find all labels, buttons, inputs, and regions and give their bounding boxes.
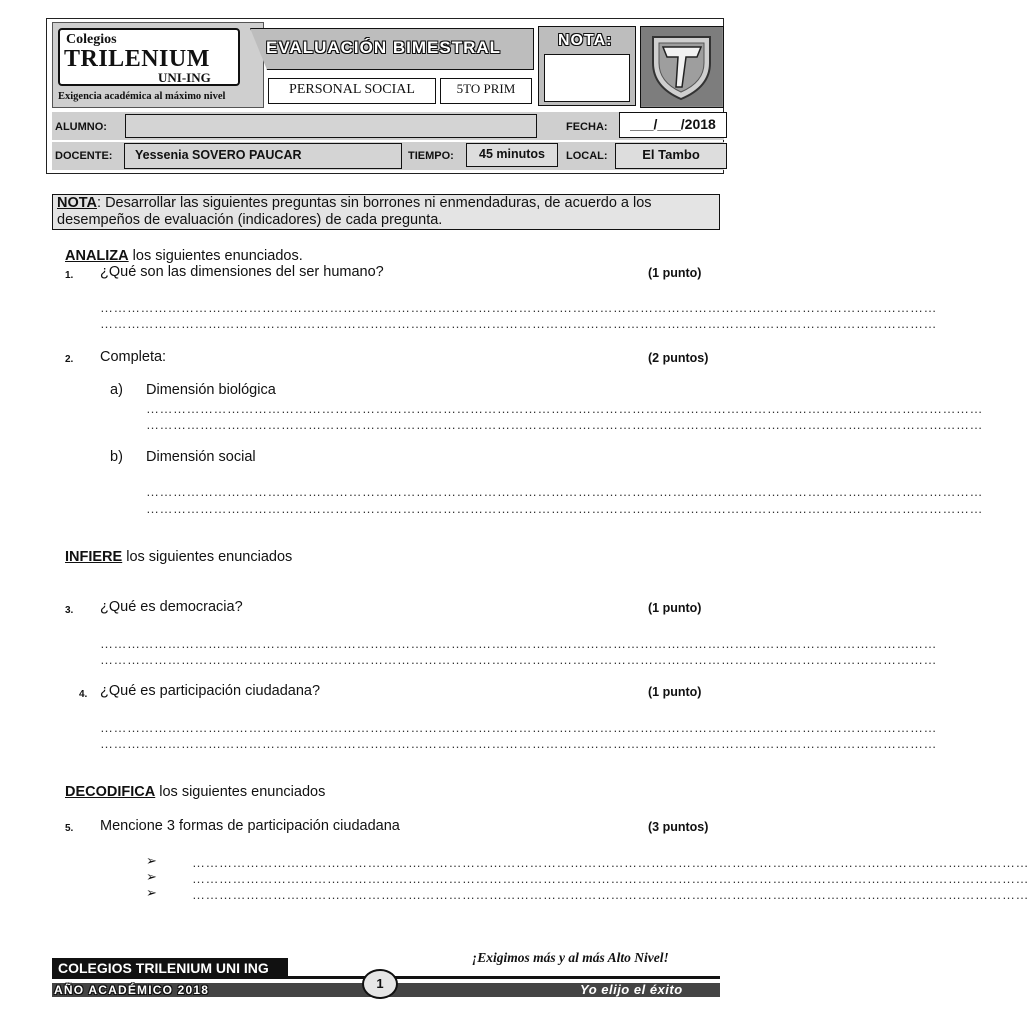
question-number: 1. <box>65 270 74 281</box>
grade-box: 5TO PRIM <box>440 78 532 104</box>
nota-label: NOTA: <box>558 32 613 49</box>
exam-title: EVALUACIÓN BIMESTRAL <box>266 38 502 57</box>
logo-subtitle: UNI-ING <box>158 70 211 85</box>
section-infiere-heading <box>65 549 292 565</box>
question-text: Mencione 3 formas de participación ciudadana <box>100 818 400 834</box>
answer-line[interactable]: …………………………………………………………………………………………………………………………………………………………………… <box>192 855 1029 870</box>
question-points: (1 punto) <box>648 685 702 699</box>
section-text: los siguientes enunciados <box>155 784 326 800</box>
shield-logo <box>640 26 724 108</box>
docente-field[interactable]: Yessenia SOVERO PAUCAR <box>124 143 402 169</box>
question-points: (3 puntos) <box>648 820 709 834</box>
arrow-bullet-icon: ➢ <box>146 853 157 868</box>
fecha-field[interactable]: ___/___/2018 <box>619 112 727 138</box>
footer-motto: ¡Exigimos más y al más Alto Nivel! <box>472 950 669 965</box>
tiempo-label: TIEMPO: <box>408 150 454 162</box>
section-analiza-heading <box>65 248 303 264</box>
answer-line[interactable]: …………………………………………………………………………………………………………………………………………………………………… <box>100 316 937 331</box>
logo-school-name: TRILENIUM <box>64 46 210 72</box>
subitem-text: Dimensión biológica <box>146 382 276 398</box>
answer-line[interactable]: …………………………………………………………………………………………………………………………………………………………………… <box>146 417 983 432</box>
footer-year: AÑO ACADÉMICO 2018 <box>54 983 210 997</box>
answer-line[interactable]: …………………………………………………………………………………………………………………………………………………………………… <box>192 887 1029 902</box>
answer-line[interactable]: …………………………………………………………………………………………………………………………………………………………………… <box>192 871 1029 886</box>
section-keyword: DECODIFICA <box>65 784 156 800</box>
footer-slogan: Yo elijo el éxito <box>580 982 683 997</box>
subject-box: PERSONAL SOCIAL <box>268 78 436 104</box>
question-text: Completa: <box>100 349 167 365</box>
question-number: 2. <box>65 354 74 365</box>
logo-colegios-text: Colegios <box>66 32 117 47</box>
shield-icon <box>641 27 722 106</box>
fecha-label: FECHA: <box>566 121 608 133</box>
answer-line[interactable]: …………………………………………………………………………………………………………………………………………………………………… <box>100 720 937 735</box>
answer-line[interactable]: …………………………………………………………………………………………………………………………………………………………………… <box>146 401 983 416</box>
school-motto: Exigencia académica al máximo nivel <box>58 91 226 102</box>
arrow-bullet-icon: ➢ <box>146 885 157 900</box>
subitem-letter: a) <box>110 382 123 398</box>
section-decodifica-heading <box>65 784 325 800</box>
question-number: 3. <box>65 605 74 616</box>
question-points: (2 puntos) <box>648 351 709 365</box>
question-text: ¿Qué son las dimensiones del ser humano? <box>100 264 384 280</box>
arrow-bullet-icon: ➢ <box>146 869 157 884</box>
answer-line[interactable]: …………………………………………………………………………………………………………………………………………………………………… <box>100 636 937 651</box>
note-text: : Desarrollar las siguientes preguntas sin borrones ni enmendaduras, de acuerdo a los desempeños de evaluación (indicadores) de cada pregunta. <box>57 195 652 228</box>
section-text: los siguientes enunciados <box>122 549 293 565</box>
section-text: los siguientes enunciados. <box>128 248 303 264</box>
answer-line[interactable]: …………………………………………………………………………………………………………………………………………………………………… <box>146 484 983 499</box>
question-text: ¿Qué es democracia? <box>100 599 243 615</box>
alumno-label: ALUMNO: <box>55 121 107 133</box>
page-number: 1 <box>362 969 398 999</box>
section-keyword: ANALIZA <box>65 248 129 264</box>
section-keyword: INFIERE <box>65 549 123 565</box>
question-points: (1 punto) <box>648 266 702 280</box>
local-label: LOCAL: <box>566 150 608 162</box>
question-number: 4. <box>79 689 88 700</box>
answer-line[interactable]: …………………………………………………………………………………………………………………………………………………………………… <box>100 300 937 315</box>
subitem-letter: b) <box>110 449 123 465</box>
local-field[interactable]: El Tambo <box>615 143 727 169</box>
docente-label: DOCENTE: <box>55 150 113 162</box>
answer-line[interactable]: …………………………………………………………………………………………………………………………………………………………………… <box>146 501 983 516</box>
footer-school-name: COLEGIOS TRILENIUM UNI ING <box>52 958 288 978</box>
question-points: (1 punto) <box>648 601 702 615</box>
score-field[interactable] <box>544 54 630 102</box>
subitem-text: Dimensión social <box>146 449 256 465</box>
alumno-field[interactable] <box>125 114 537 138</box>
answer-line[interactable]: …………………………………………………………………………………………………………………………………………………………………… <box>100 652 937 667</box>
question-text: ¿Qué es participación ciudadana? <box>100 683 321 699</box>
note-label: NOTA <box>57 195 98 211</box>
instructions-note <box>52 194 720 230</box>
tiempo-field[interactable]: 45 minutos <box>466 143 558 167</box>
question-number: 5. <box>65 823 74 834</box>
answer-line[interactable]: …………………………………………………………………………………………………………………………………………………………………… <box>100 736 937 751</box>
